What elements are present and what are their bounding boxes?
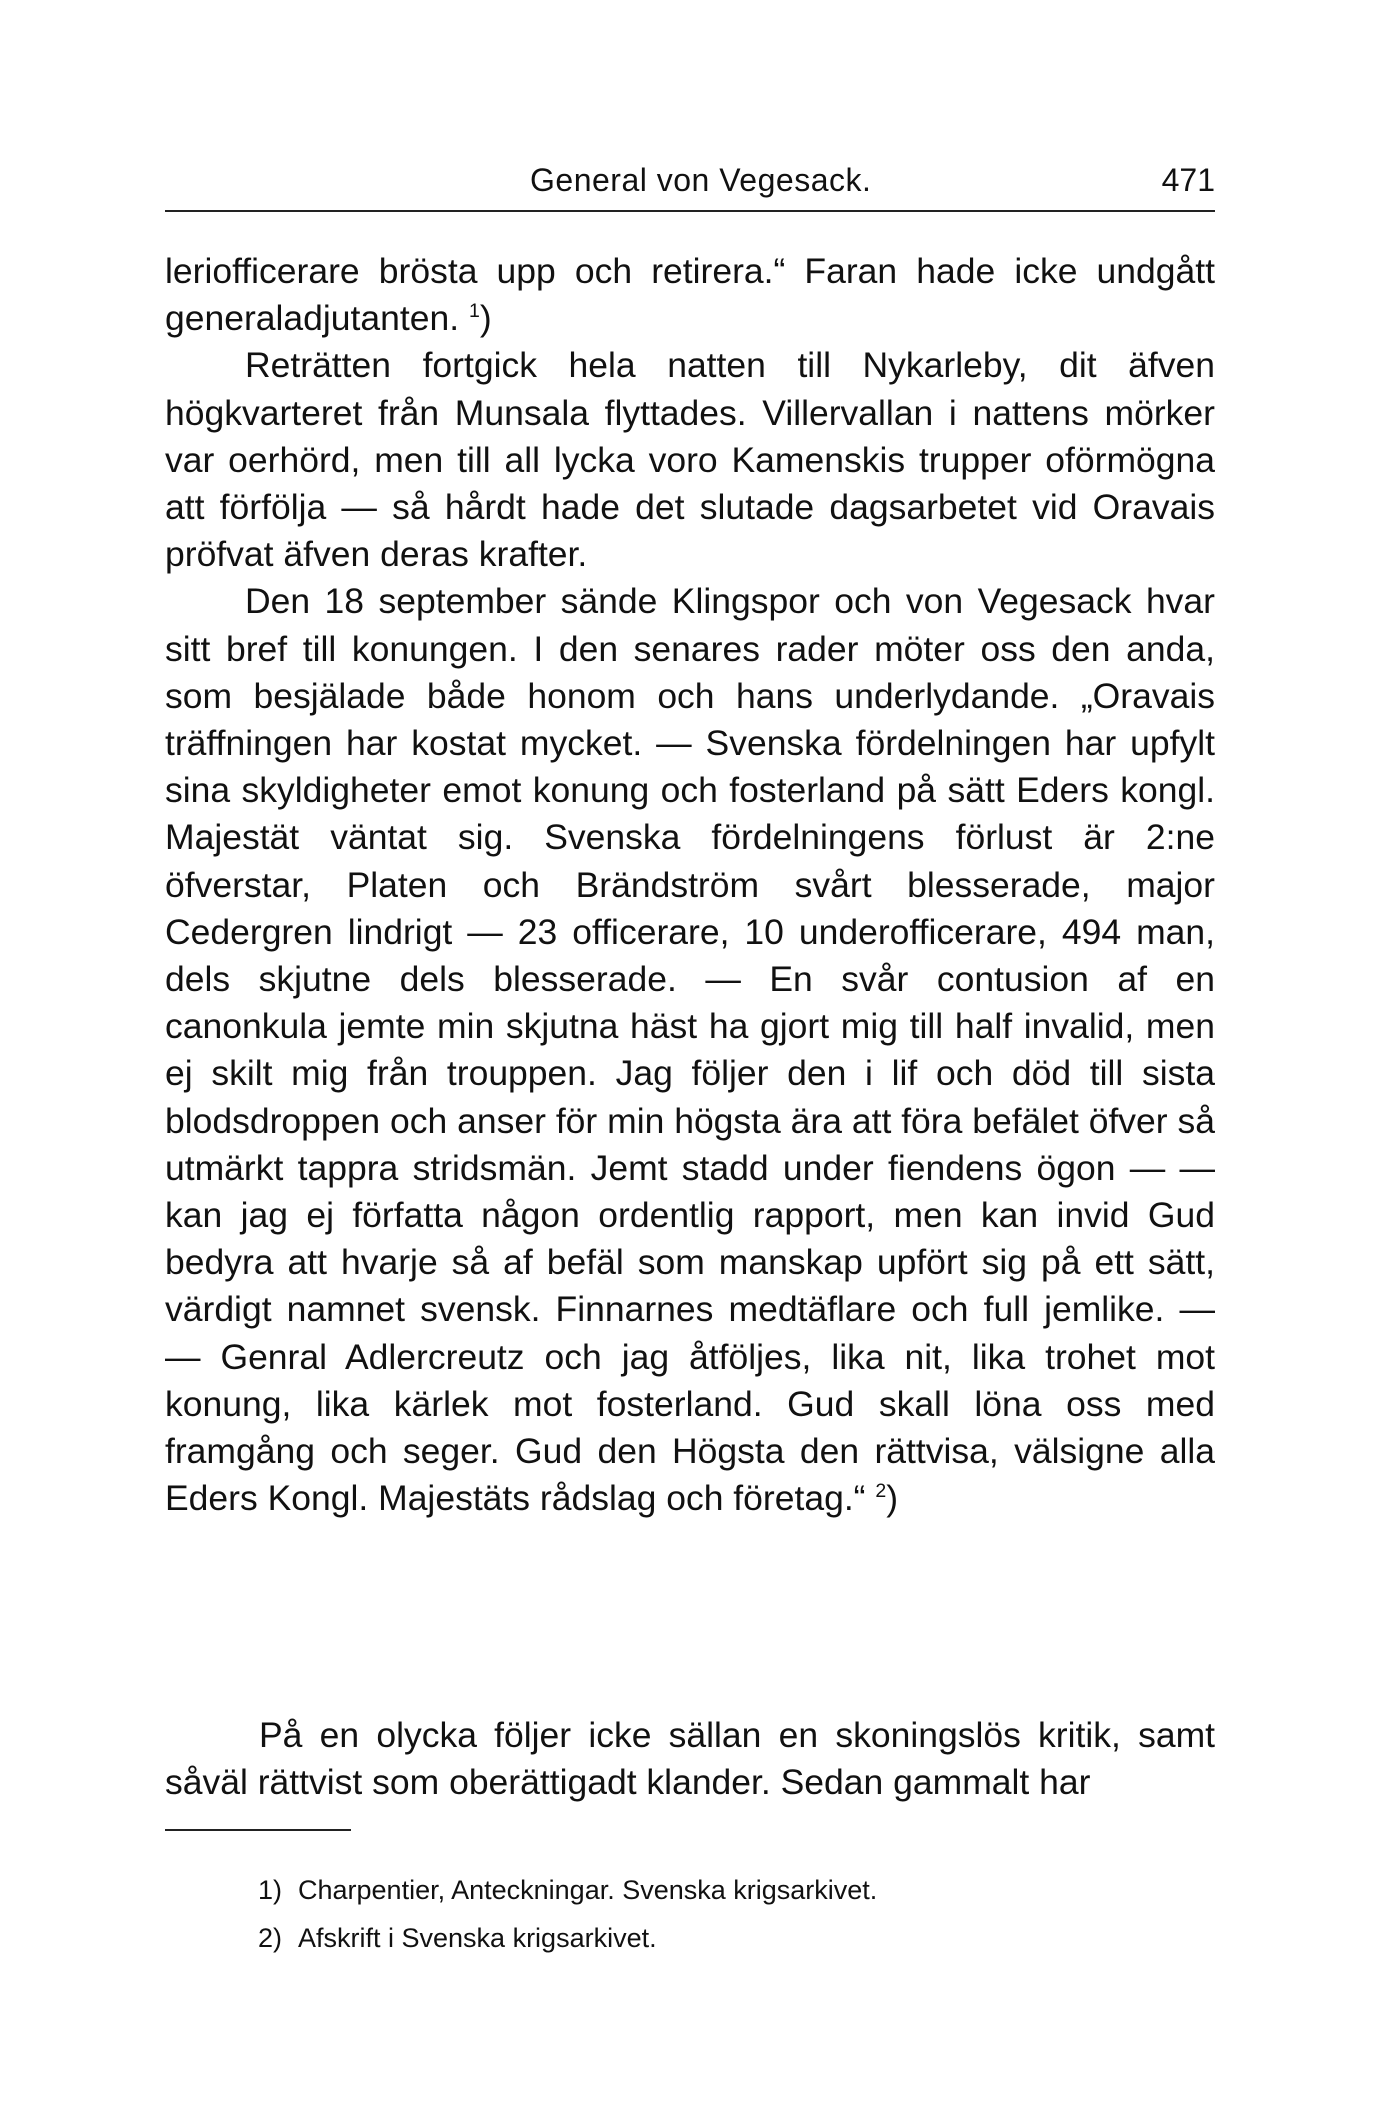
running-title: General von Vegesack.: [530, 162, 872, 198]
footnote-ref-paren: ): [886, 1478, 899, 1519]
page-header: [165, 158, 1215, 202]
paragraph-text: leriofficerare brösta upp och retirera.“ Faran hade icke undgått generaladjutanten.: [165, 251, 1215, 339]
footnote-ref-2: 2: [875, 1480, 887, 1503]
footnote-text: Afskrift i Svenska krigsarkivet.: [298, 1923, 657, 1953]
new-section-text: [165, 1712, 1215, 1806]
footnote-2: [258, 1914, 1208, 1962]
footnote-mark: 1): [258, 1875, 283, 1905]
paragraph-text: Den 18 september sände Klingspor och von Vegesack hvar sitt bref till konungen. I den senares rader möter oss den anda, som besjälade både honom och hans underlydande. „Oravais träffningen har kostat mycket. — Svenska fördelningen har upfylt sina skyldigheter emot konung och fosterland på sätt Eders kongl. Majestät väntat sig. Svenska fördelningens förlust är 2:ne öfverstar, Platen och Brändström svårt blesserade, major Cedergren lindrigt — 23 officerare, 10 underofficerare, 494 man, dels skjutne dels blesserade. — En svår contusion af en canonkula jemte min skjutna häst ha gjort mig till half invalid, men ej skilt mig från trouppen. Jag följer den i lif och död till sista blodsdroppen och anser för min högsta ära att föra befälet öfver så utmärkt tappra stridsmän. Jemt stadd under fiendens ögon — — kan jag ej författa någon ordentlig rapport, men kan invid Gud bedyra att hvarje så af befäl som manskap upfört sig på ett sätt, värdigt namnet svensk. Finnarnes medtäflare och full jemlike. — — Genral Adlercreutz och jag åtföljes, lika nit, lika trohet mot konung, lika kärlek mot fosterland. Gud skall löna oss med framgång och seger. Gud den Högsta den rättvisa, välsigne alla Eders Kongl. Majestäts rådslag och företag.“: [165, 581, 1215, 1519]
footnote-ref-paren: ): [479, 298, 492, 339]
footnote-1: [258, 1866, 1208, 1914]
footnotes: [258, 1866, 1208, 1962]
page-number: 471: [1161, 162, 1215, 198]
paragraph-2: Reträtten fortgick hela natten till Nykarleby, dit äfven högkvarteret från Munsala flyttades. Villervallan i nattens mörker var oerhörd, men till all lycka voro Kamenskis trupper oförmögna att förfölja — så hårdt hade det slutade dagsarbetet vid Oravais pröfvat äfven deras krafter.: [165, 345, 1215, 575]
paragraph-4: På en olycka följer icke sällan en skoningslös kritik, samt såväl rättvist som oberättigadt klander. Sedan gammalt har: [165, 1715, 1215, 1803]
footnote-rule: [165, 1829, 351, 1831]
paragraph-3: [165, 578, 1215, 1522]
main-text: [165, 248, 1215, 1522]
footnote-text: Charpentier, Anteckningar. Svenska krigsarkivet.: [298, 1875, 878, 1905]
footnote-mark: 2): [258, 1923, 283, 1953]
footnote-ref-1: 1: [468, 300, 480, 323]
header-rule: [165, 210, 1215, 212]
paragraph-1: [165, 248, 1215, 342]
